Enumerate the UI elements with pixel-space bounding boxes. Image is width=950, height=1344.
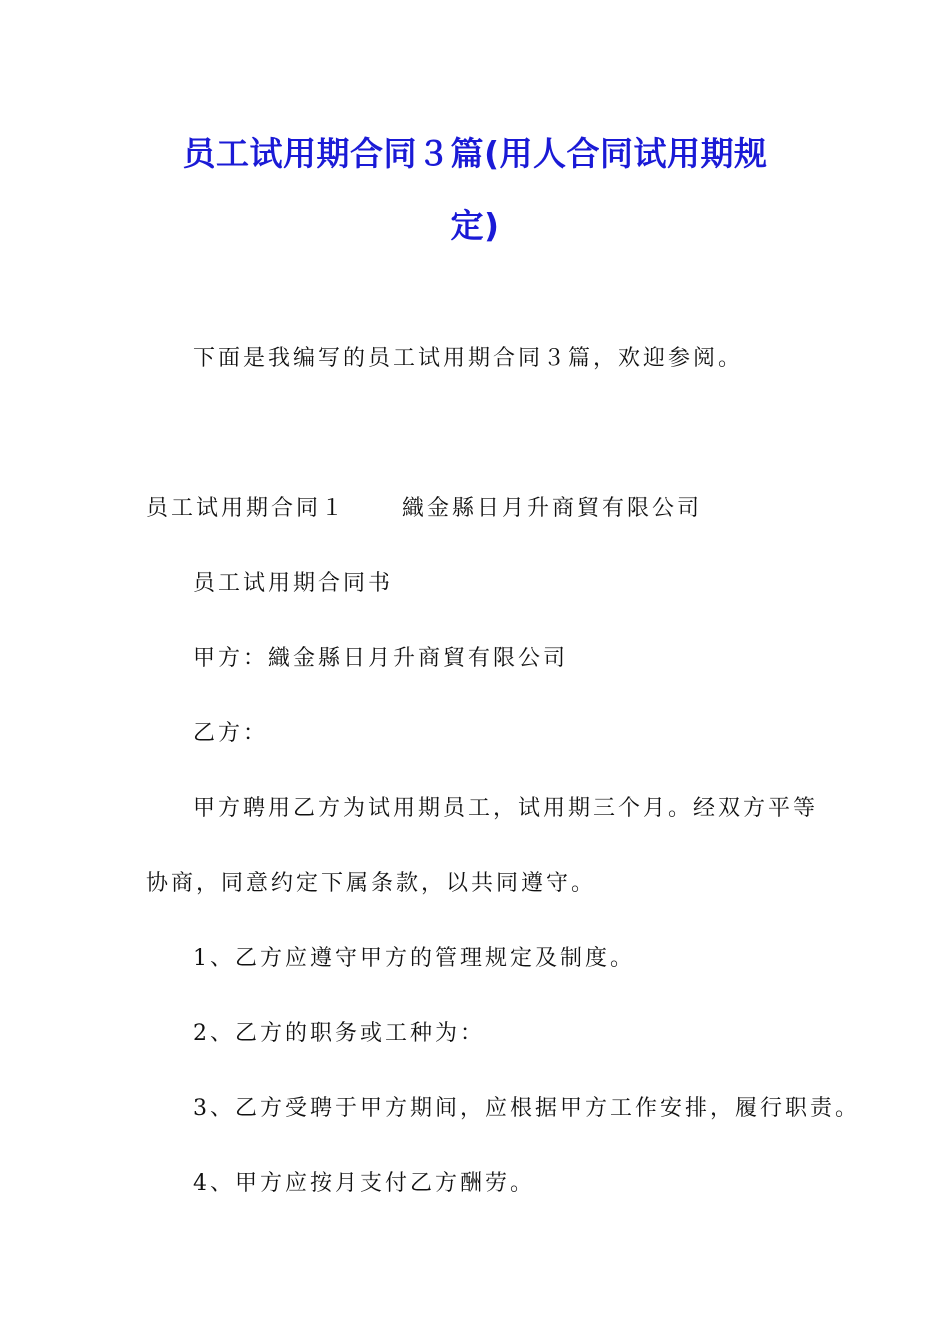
clause-2: 2、乙方的职务或工种为： <box>193 1021 485 1046</box>
contract-heading-row <box>146 494 702 524</box>
clause-1: 1、乙方应遵守甲方的管理规定及制度。 <box>193 946 635 971</box>
party-a: 甲方：織金縣日月升商貿有限公司 <box>193 646 569 671</box>
intro-paragraph: 下面是我编写的员工试用期合同３篇，欢迎参阅。 <box>193 346 744 371</box>
document-title-line-1: 员工试用期合同３篇(用人合同试用期规 <box>182 134 768 173</box>
party-b: 乙方： <box>193 721 269 746</box>
preamble-line-2: 协商，同意约定下属条款，以共同遵守。 <box>146 871 597 896</box>
contract-doc-title: 员工试用期合同书 <box>193 571 394 596</box>
clause-4: 4、甲方应按月支付乙方酬劳。 <box>193 1171 535 1196</box>
contract-heading: 员工试用期合同１ <box>146 496 347 521</box>
preamble-line-1: 甲方聘用乙方为试用期员工，试用期三个月。经双方平等 <box>193 796 819 821</box>
company-heading: 織金縣日月升商貿有限公司 <box>402 496 703 521</box>
document-title-line-2: 定) <box>450 206 500 245</box>
clause-3: 3、乙方受聘于甲方期间，应根据甲方工作安排，履行职责。 <box>193 1096 860 1121</box>
